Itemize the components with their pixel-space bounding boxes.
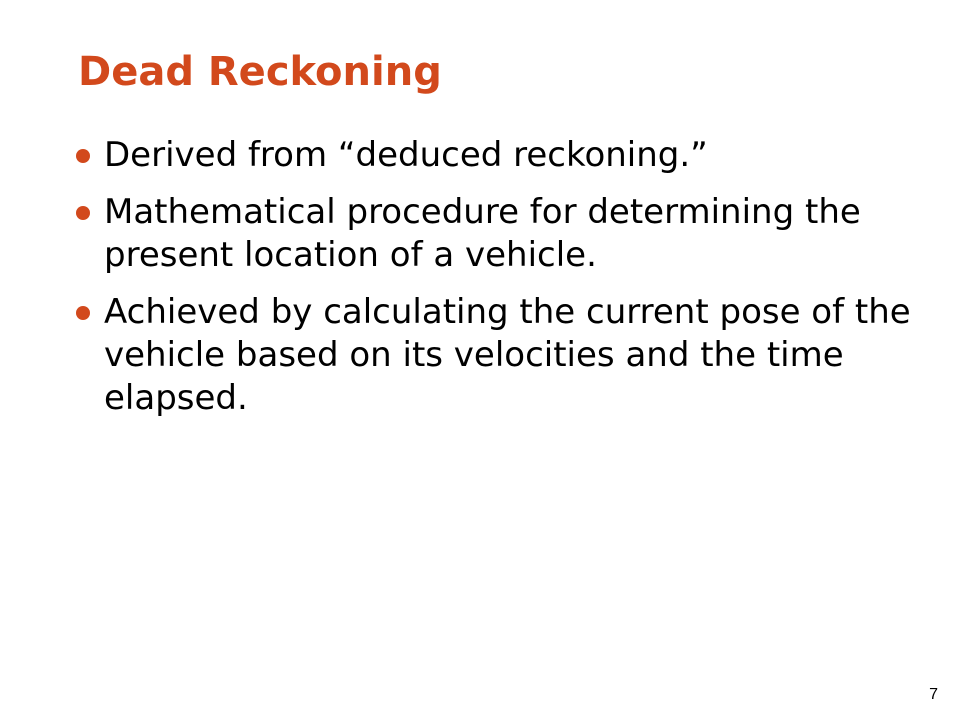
- bullet-item: [72, 191, 932, 277]
- bullet-text: Derived from “deduced reckoning.”: [104, 135, 708, 175]
- bullet-icon: [76, 206, 90, 220]
- slide-title: Dead Reckoning: [78, 49, 442, 95]
- bullet-list: [72, 134, 932, 434]
- bullet-icon: [76, 149, 90, 163]
- page-number: 7: [929, 686, 938, 703]
- bullet-item: [72, 134, 932, 177]
- bullet-text: Mathematical procedure for determining the present location of a vehicle.: [104, 192, 861, 275]
- bullet-icon: [76, 306, 90, 320]
- bullet-text: Achieved by calculating the current pose of the vehicle based on its velocities and the time elapsed.: [104, 292, 911, 418]
- bullet-item: [72, 291, 932, 420]
